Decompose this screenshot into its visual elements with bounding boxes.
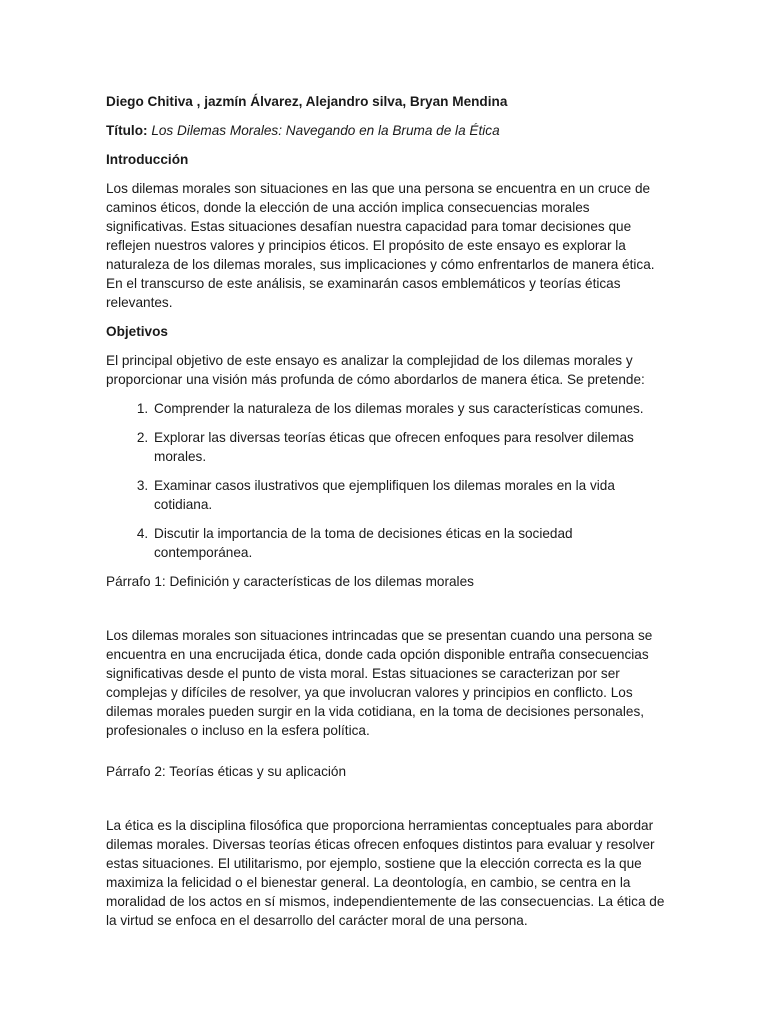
paragraph2-heading: Párrafo 2: Teorías éticas y su aplicación: [106, 764, 347, 779]
intro-heading: Introducción: [106, 152, 189, 167]
document-title: Los Dilemas Morales: Navegando en la Bruma de la Ética: [151, 123, 500, 138]
objectives-intro: El principal objetivo de este ensayo es analizar la complejidad de los dilemas morales y proporcionar una visión más profunda de cómo abordarlos de manera ética. Se pretende:: [106, 353, 645, 387]
title-line: [106, 121, 668, 140]
objectives-list: [106, 399, 668, 562]
objective-item: 3. Examinar casos ilustrativos que ejemplifiquen los dilemas morales en la vida cotidiana.: [152, 476, 668, 514]
authors-line: Diego Chitiva , jazmín Álvarez, Alejandro silva, Bryan Mendina: [106, 94, 508, 109]
objective-item: 1. Comprender la naturaleza de los dilemas morales y sus características comunes.: [152, 399, 668, 418]
objectives-heading: Objetivos: [106, 324, 168, 339]
objective-item: 4. Discutir la importancia de la toma de decisiones éticas en la sociedad contemporánea.: [152, 524, 668, 562]
intro-paragraph: Los dilemas morales son situaciones en las que una persona se encuentra en un cruce de caminos éticos, donde la elección de una acción implica consecuencias morales significativas. Estas situaciones desafían nuestra capacidad para tomar decisiones que reflejen nuestros valores y principios éticos. El propósito de este ensayo es explorar la naturaleza de los dilemas morales, sus implicaciones y cómo enfrentarlos de manera ética. En el transcurso de este análisis, se examinarán casos emblemáticos y teorías éticas relevantes.: [106, 181, 655, 310]
paragraph1-body: Los dilemas morales son situaciones intrincadas que se presentan cuando una persona se encuentra en una encrucijada ética, donde cada opción disponible entraña consecuencias significativas desde el punto de vista moral. Estas situaciones se caracterizan por ser complejas y difíciles de resolver, ya que involucran valores y principios en conflicto. Los dilemas morales pueden surgir en la vida cotidiana, en la toma de decisiones personales, profesionales o incluso en la esfera política.: [106, 628, 653, 738]
objective-item: 2. Explorar las diversas teorías éticas que ofrecen enfoques para resolver dilemas morales.: [152, 428, 668, 466]
paragraph2-body: La ética es la disciplina filosófica que proporciona herramientas conceptuales para abordar dilemas morales. Diversas teorías éticas ofrecen enfoques distintos para evaluar y resolver estas situaciones. El utilitarismo, por ejemplo, sostiene que la elección correcta es la que maximiza la felicidad o el bienestar general. La deontología, en cambio, se centra en la moralidad de los actos en sí mismos, independientemente de las consecuencias. La ética de la virtud se enfoca en el desarrollo del carácter moral de una persona.: [106, 818, 665, 928]
title-label: Título:: [106, 123, 148, 138]
paragraph1-heading: Párrafo 1: Definición y características de los dilemas morales: [106, 574, 474, 589]
